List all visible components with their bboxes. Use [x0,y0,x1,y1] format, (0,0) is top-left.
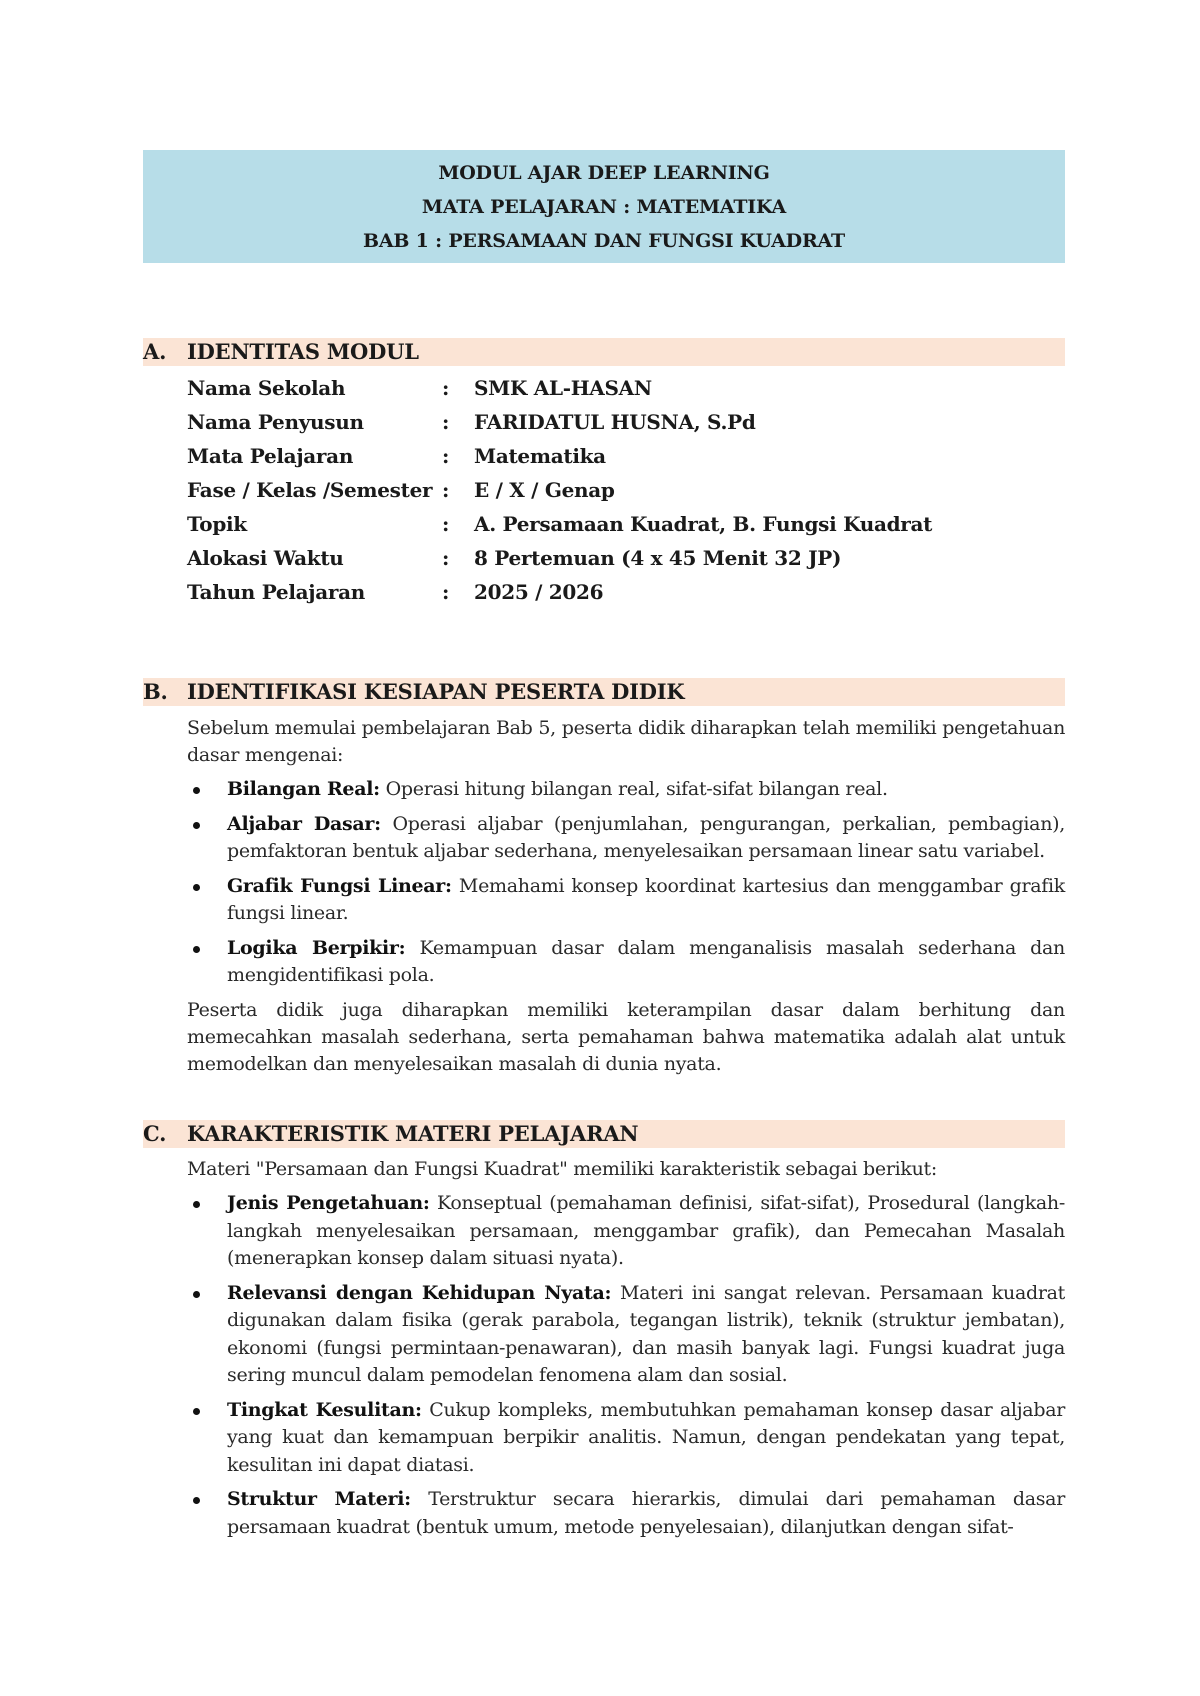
section-a-title: IDENTITAS MODUL [187,339,419,364]
identity-label: Nama Sekolah [187,376,346,400]
bullet-dot-icon [193,1497,200,1504]
section-b-closing: Peserta didik juga diharapkan memiliki keterampilan dasar dalam berhitung dan memecahkan masalah sederhana, serta pemahaman bahwa matematika adalah alat untuk memodelkan dan menyelesaikan masalah di dunia nyata. [187,999,1065,1075]
section-c-heading [143,1120,1065,1148]
bullet-dot-icon [193,1408,200,1415]
identity-label: Tahun Pelajaran [187,580,366,604]
identity-row [187,575,1074,609]
identity-colon: : [442,444,450,468]
section-b-letter: B. [143,679,168,704]
bullet-text: Operasi hitung bilangan real, sifat-sifat bilangan real. [379,778,888,800]
identity-label: Alokasi Waktu [187,546,344,570]
identity-row [187,371,1074,405]
bullet-term: Aljabar Dasar: [227,812,381,835]
bullet-term: Bilangan Real: [227,778,380,800]
identity-value: A. Persamaan Kuadrat, B. Fungsi Kuadrat [474,512,933,536]
identity-row [187,405,1074,439]
list-item [187,1280,1065,1390]
section-c-bullet-list [187,1190,1065,1548]
bullet-text: Konseptual (pemahaman definisi, sifat-sifat), Prosedural (langkah-langkah menyelesaikan persamaan, menggambar grafik), dan Pemecahan Masalah (menerapkan konsep dalam situasi nyata). [227,1192,1065,1269]
bullet-term: Jenis Pengetahuan: [227,1192,430,1214]
identity-value: 8 Pertemuan (4 x 45 Menit 32 JP) [474,546,842,570]
identity-label: Fase / Kelas /Semester [187,478,433,502]
section-b-title: IDENTIFIKASI KESIAPAN PESERTA DIDIK [187,679,685,704]
identity-colon: : [442,410,450,434]
identity-label: Topik [187,512,247,536]
bullet-dot-icon [193,1291,200,1298]
identity-row [187,507,1074,541]
identity-colon: : [442,478,450,502]
identity-value: FARIDATUL HUSNA, S.Pd [474,410,756,434]
title-line-2: MATA PELAJARAN : MATEMATIKA [421,195,787,218]
identity-value: 2025 / 2026 [474,580,604,604]
identity-row [187,439,1074,473]
identity-value: Matematika [474,444,606,468]
bullet-dot-icon [193,884,200,891]
section-c-title: KARAKTERISTIK MATERI PELAJARAN [187,1121,639,1146]
title-line-3: BAB 1 : PERSAMAAN DAN FUNGSI KUADRAT [362,229,845,252]
bullet-term: Tingkat Kesulitan: [227,1398,422,1421]
bullet-term: Grafik Fungsi Linear: [227,874,452,897]
identity-label: Nama Penyusun [187,410,364,434]
identity-row [187,541,1074,575]
bullet-term: Relevansi dengan Kehidupan Nyata: [227,1281,612,1304]
identity-value: E / X / Genap [474,478,615,502]
list-item [187,776,1065,804]
bullet-text: Terstruktur secara hierarkis, dimulai dari pemahaman dasar persamaan kuadrat (bentuk umum, metode penyelesaian), dilanjutkan dengan sifat- [227,1488,1065,1538]
bullet-term: Struktur Materi: [227,1488,411,1510]
list-item [187,1190,1065,1273]
list-item [187,873,1065,928]
bullet-text: Cukup kompleks, membutuhkan pemahaman konsep dasar aljabar yang kuat dan kemampuan berpikir analitis. Namun, dengan pendekatan yang tepat, kesulitan ini dapat diatasi. [227,1398,1065,1476]
identity-colon: : [442,376,450,400]
bullet-text: Memahami konsep koordinat kartesius dan menggambar grafik fungsi linear. [227,874,1065,924]
bullet-dot-icon [193,822,200,829]
identity-value: SMK AL-HASAN [474,376,652,400]
bullet-text: Operasi aljabar (penjumlahan, pengurangan, perkalian, pembagian), pemfaktoran bentuk aljabar sederhana, menyelesaikan persamaan linear satu variabel. [227,812,1065,862]
section-b-bullet-list [187,776,1065,997]
identity-colon: : [442,546,450,570]
bullet-dot-icon [193,946,200,953]
identity-colon: : [442,512,450,536]
identity-row [187,473,1074,507]
identity-table [187,371,1074,609]
bullet-text: Kemampuan dasar dalam menganalisis masalah sederhana dan mengidentifikasi pola. [227,936,1065,986]
title-line-1: MODUL AJAR DEEP LEARNING [438,161,770,184]
section-a-heading [143,338,1065,366]
title-box [143,150,1065,263]
list-item [187,811,1065,866]
bullet-text: Materi ini sangat relevan. Persamaan kuadrat digunakan dalam fisika (gerak parabola, tegangan listrik), teknik (struktur jembatan), ekonomi (fungsi permintaan-penawaran), dan masih banyak lagi. Fungsi kuadrat juga sering muncul dalam pemodelan fenomena alam dan sosial. [227,1281,1065,1386]
section-b-heading [143,678,1065,706]
list-item [187,1397,1065,1480]
bullet-term: Logika Berpikir: [227,936,406,959]
identity-label: Mata Pelajaran [187,444,354,468]
bullet-dot-icon [193,1201,200,1208]
section-c-intro: Materi "Persamaan dan Fungsi Kuadrat" memiliki karakteristik sebagai berikut: [187,1158,937,1180]
list-item [187,935,1065,990]
bullet-dot-icon [193,787,200,794]
section-b-intro: Sebelum memulai pembelajaran Bab 5, peserta didik diharapkan telah memiliki pengetahuan dasar mengenai: [187,717,1065,766]
list-item [187,1486,1065,1541]
section-c-letter: C. [143,1121,167,1146]
section-a-letter: A. [143,339,167,364]
identity-colon: : [442,580,450,604]
